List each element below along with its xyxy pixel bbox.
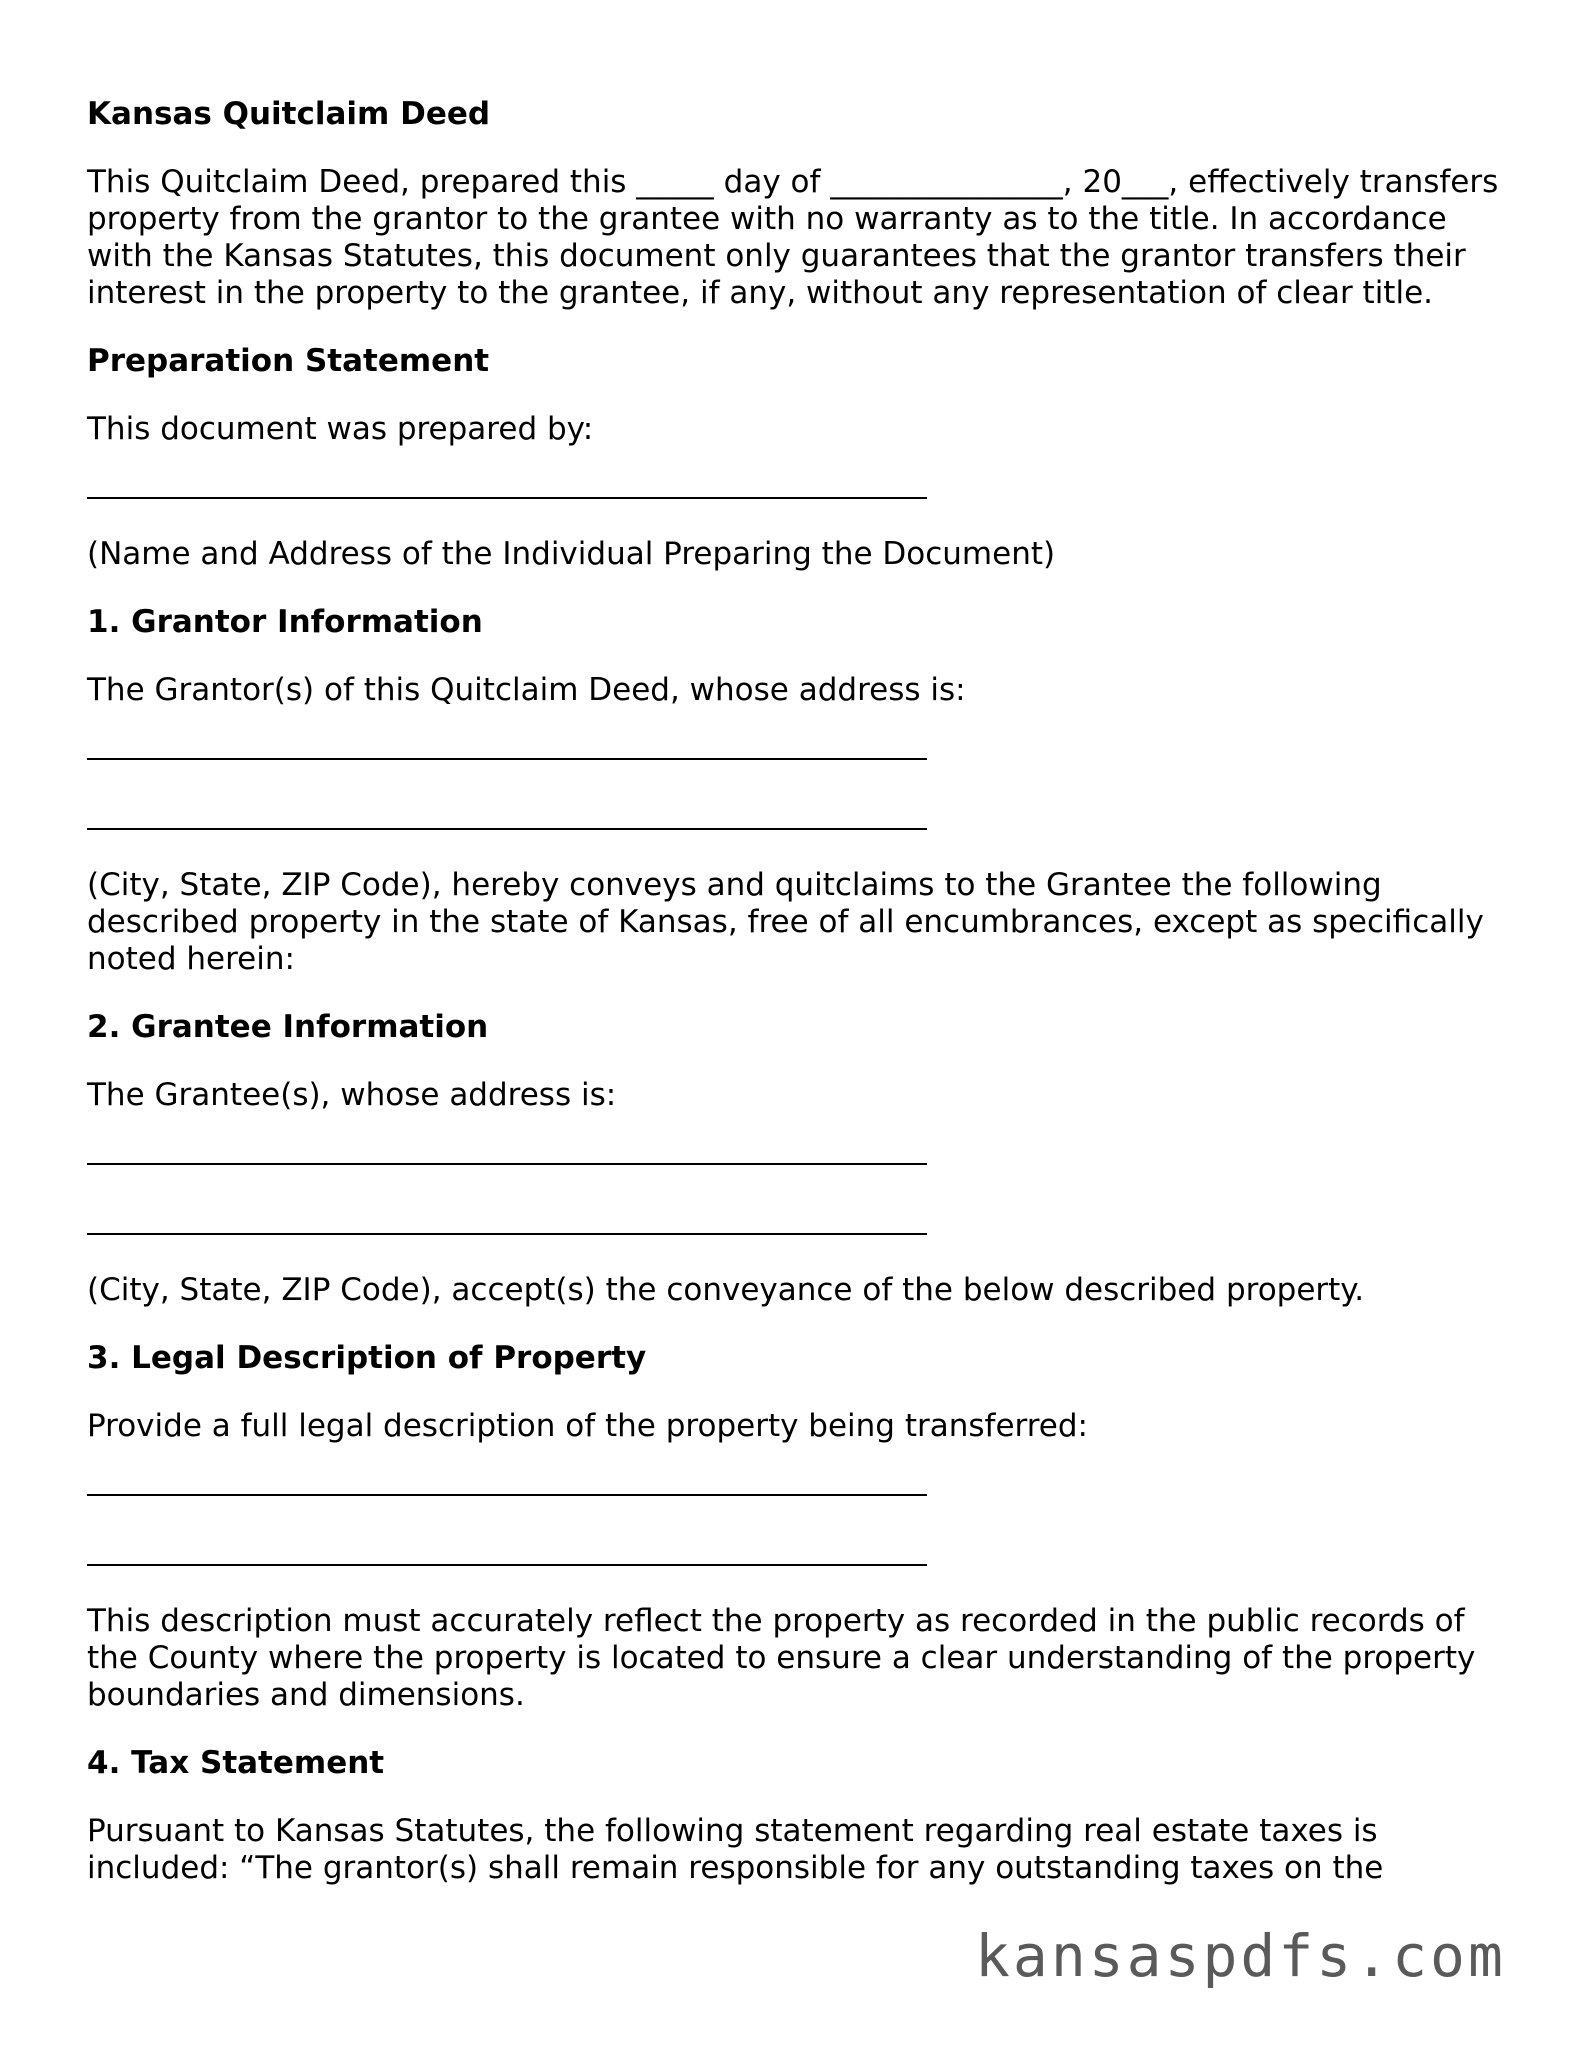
legal-description-line-2[interactable]	[87, 1564, 927, 1566]
tax-statement-heading: 4. Tax Statement	[87, 1745, 385, 1781]
grantor-caption: (City, State, ZIP Code), hereby conveys and quitclaims to the Grantee the following described property in the state of Kansas, free of all encumbrances, except as specifically noted herein:	[87, 867, 1484, 977]
grantee-heading: 2. Grantee Information	[87, 1009, 489, 1045]
grantor-heading: 1. Grantor Information	[87, 604, 483, 640]
grantee-address-line-2[interactable]	[87, 1233, 927, 1235]
legal-description-heading: 3. Legal Description of Property	[87, 1340, 647, 1376]
legal-description-prompt: Provide a full legal description of the property being transferred:	[87, 1408, 1088, 1444]
document-title: Kansas Quitclaim Deed	[87, 96, 491, 132]
grantor-prompt: The Grantor(s) of this Quitclaim Deed, whose address is:	[87, 672, 966, 708]
site-watermark: kansaspdfs.com	[975, 1922, 1506, 1990]
tax-statement-text: Pursuant to Kansas Statutes, the following statement regarding real estate taxes is included: “The grantor(s) shall remain responsible for any outstanding taxes on the	[87, 1813, 1384, 1886]
preparation-prompt: This document was prepared by:	[87, 411, 594, 447]
preparer-blank-line[interactable]	[87, 497, 927, 499]
grantor-address-line-1[interactable]	[87, 758, 927, 760]
grantee-address-line-1[interactable]	[87, 1163, 927, 1165]
grantee-caption: (City, State, ZIP Code), accept(s) the conveyance of the below described property.	[87, 1272, 1365, 1308]
grantor-address-line-2[interactable]	[87, 828, 927, 830]
grantee-prompt: The Grantee(s), whose address is:	[87, 1077, 617, 1113]
document-page	[87, 96, 1517, 1918]
preparation-heading: Preparation Statement	[87, 343, 490, 379]
preparation-caption: (Name and Address of the Individual Preparing the Document)	[87, 536, 1056, 572]
legal-description-line-1[interactable]	[87, 1494, 927, 1496]
intro-paragraph: This Quitclaim Deed, prepared this _____ day of _______________, 20___, effectively transfers property from the grantor to the grantee with no warranty as to the title. In accordance with the Kansas Statutes, this document only guarantees that the grantor transfers their interest in the property to the grantee, if any, without any representation of clear title.	[87, 164, 1499, 311]
legal-description-caption: This description must accurately reflect the property as recorded in the public records of the County where the property is located to ensure a clear understanding of the property boundaries and dimensions.	[87, 1603, 1476, 1713]
